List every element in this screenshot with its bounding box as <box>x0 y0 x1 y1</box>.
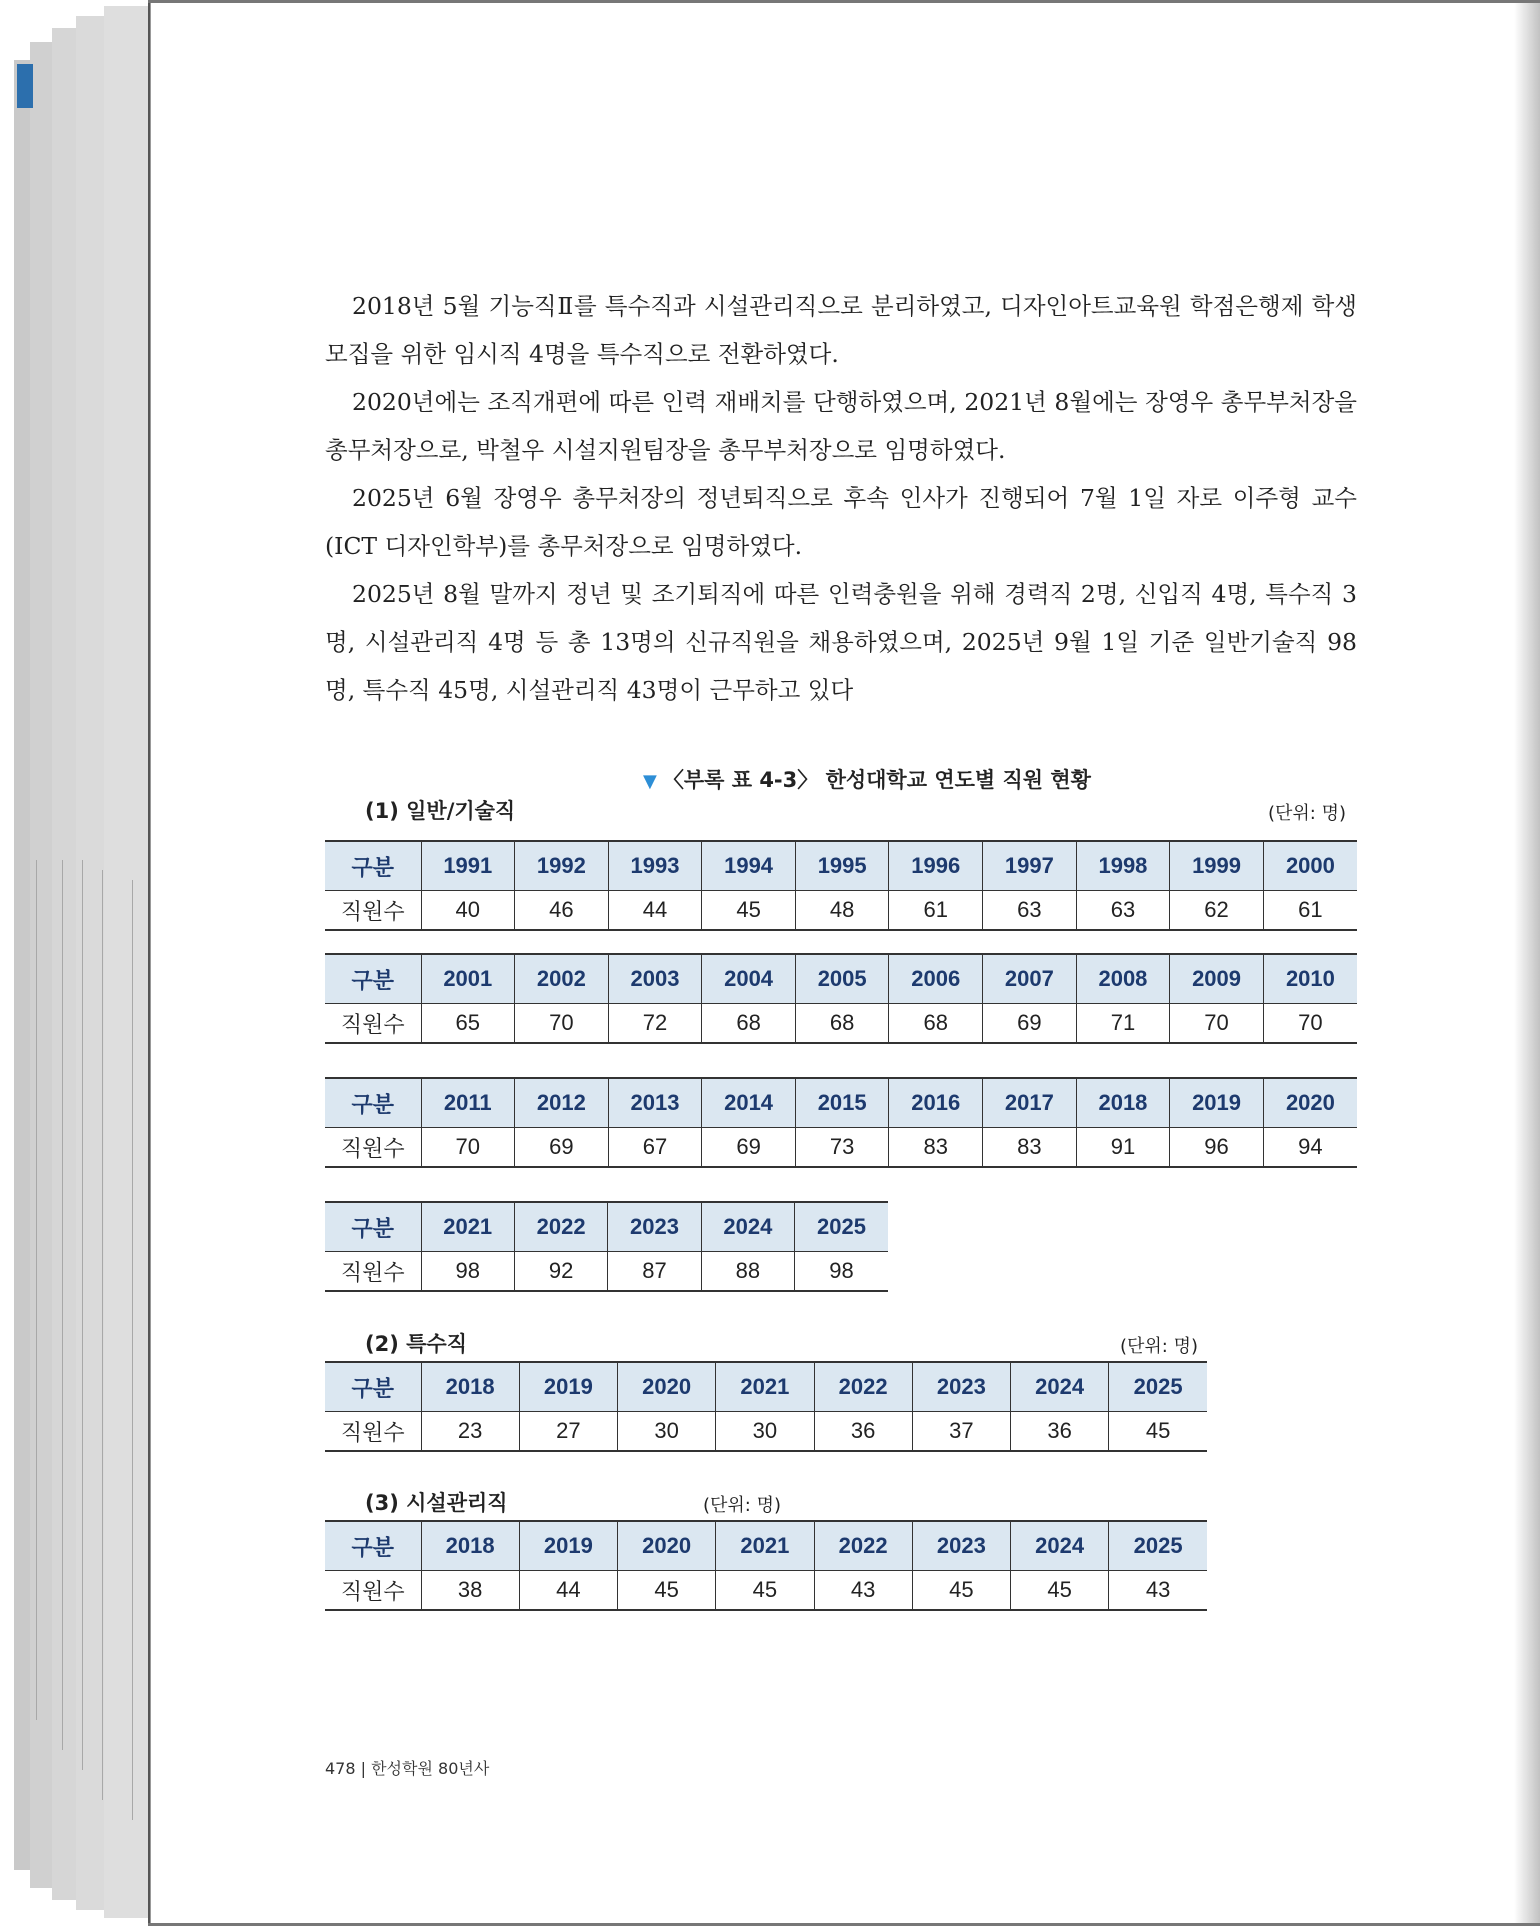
value-cell: 36 <box>814 1412 912 1452</box>
value-cell: 83 <box>983 1128 1077 1168</box>
unit-label-facility: (단위: 명) <box>703 1495 781 1516</box>
chapter-tab <box>17 64 33 108</box>
value-cell: 61 <box>889 891 983 931</box>
year-cell: 2023 <box>912 1521 1010 1571</box>
section-title-special: (2) 특수직 <box>365 1332 467 1356</box>
value-cell: 43 <box>1109 1571 1207 1611</box>
value-cell: 45 <box>702 891 796 931</box>
year-cell: 2024 <box>701 1202 794 1252</box>
year-cell: 2025 <box>1109 1521 1207 1571</box>
header-label: 구분 <box>325 1521 421 1571</box>
value-cell: 44 <box>519 1571 617 1611</box>
row-label: 직원수 <box>325 1571 421 1611</box>
year-cell: 1998 <box>1076 841 1170 891</box>
year-cell: 2003 <box>608 954 702 1004</box>
value-cell: 44 <box>608 891 702 931</box>
value-cell: 70 <box>1170 1004 1264 1044</box>
year-cell: 2018 <box>421 1521 519 1571</box>
section-title-general: (1) 일반/기술직 <box>365 799 516 823</box>
paragraph: 2025년 6월 장영우 총무처장의 정년퇴직으로 후속 인사가 진행되어 7월 1일 자로 이주형 교수(ICT 디자인학부)를 총무처장으로 임명하였다. <box>325 484 1357 560</box>
year-cell: 2006 <box>889 954 983 1004</box>
value-cell: 30 <box>618 1412 716 1452</box>
value-cell: 69 <box>983 1004 1077 1044</box>
page-footer: 478 | 한성학원 80년사 <box>325 1759 490 1778</box>
page-edge-shade <box>1514 0 1540 1926</box>
value-cell: 88 <box>701 1252 794 1292</box>
row-label: 직원수 <box>325 1412 421 1452</box>
year-cell: 2019 <box>519 1521 617 1571</box>
value-cell: 68 <box>795 1004 889 1044</box>
value-cell: 63 <box>983 891 1077 931</box>
header-label: 구분 <box>325 954 421 1004</box>
year-cell: 2002 <box>515 954 609 1004</box>
value-cell: 63 <box>1076 891 1170 931</box>
section-title-facility: (3) 시설관리직 <box>365 1491 508 1515</box>
data-table-general-4 <box>325 1201 888 1292</box>
year-cell: 2019 <box>519 1362 617 1412</box>
year-cell: 2012 <box>515 1078 609 1128</box>
year-cell: 2022 <box>814 1521 912 1571</box>
paragraph: 2025년 8월 말까지 정년 및 조기퇴직에 따른 인력충원을 위해 경력직 2명, 신입직 4명, 특수직 3명, 시설관리직 4명 등 총 13명의 신규직원을 채용하였으며, 2025년 9월 1일 기준 일반기술직 98명, 특수직 45명, 시설관리직 43명이 근무하고 있다 <box>325 580 1357 704</box>
value-cell: 71 <box>1076 1004 1170 1044</box>
triangle-down-icon: ▼ <box>643 771 657 792</box>
year-cell: 2020 <box>618 1362 716 1412</box>
value-cell: 69 <box>515 1128 609 1168</box>
table-value-row <box>325 1252 888 1292</box>
value-cell: 61 <box>1263 891 1357 931</box>
year-cell: 2025 <box>1109 1362 1207 1412</box>
year-cell: 2022 <box>514 1202 607 1252</box>
value-cell: 45 <box>1109 1412 1207 1452</box>
year-cell: 1993 <box>608 841 702 891</box>
table-value-row <box>325 1412 1207 1452</box>
year-cell: 2015 <box>795 1078 889 1128</box>
year-cell: 2000 <box>1263 841 1357 891</box>
row-label: 직원수 <box>325 1128 421 1168</box>
year-cell: 2013 <box>608 1078 702 1128</box>
value-cell: 72 <box>608 1004 702 1044</box>
value-cell: 27 <box>519 1412 617 1452</box>
table-value-row <box>325 1128 1357 1168</box>
header-label: 구분 <box>325 1202 421 1252</box>
stack-line <box>62 860 63 1750</box>
value-cell: 73 <box>795 1128 889 1168</box>
year-cell: 1992 <box>515 841 609 891</box>
table-value-row <box>325 1571 1207 1611</box>
table-header-row <box>325 1521 1207 1571</box>
value-cell: 94 <box>1263 1128 1357 1168</box>
year-cell: 1999 <box>1170 841 1264 891</box>
year-cell: 2022 <box>814 1362 912 1412</box>
value-cell: 70 <box>515 1004 609 1044</box>
value-cell: 70 <box>1263 1004 1357 1044</box>
year-cell: 2016 <box>889 1078 983 1128</box>
year-cell: 2017 <box>983 1078 1077 1128</box>
year-cell: 2021 <box>716 1521 814 1571</box>
year-cell: 2005 <box>795 954 889 1004</box>
value-cell: 69 <box>702 1128 796 1168</box>
value-cell: 40 <box>421 891 515 931</box>
value-cell: 92 <box>514 1252 607 1292</box>
year-cell: 2018 <box>1076 1078 1170 1128</box>
table-value-row <box>325 891 1357 931</box>
page-top-edge <box>148 0 1540 3</box>
value-cell: 45 <box>618 1571 716 1611</box>
value-cell: 70 <box>421 1128 515 1168</box>
year-cell: 2024 <box>1011 1362 1109 1412</box>
year-cell: 2024 <box>1011 1521 1109 1571</box>
year-cell: 2020 <box>1263 1078 1357 1128</box>
value-cell: 83 <box>889 1128 983 1168</box>
table-header-row <box>325 954 1357 1004</box>
table-header-row <box>325 1078 1357 1128</box>
year-cell: 2009 <box>1170 954 1264 1004</box>
body-text <box>325 282 1357 714</box>
year-cell: 1995 <box>795 841 889 891</box>
value-cell: 45 <box>716 1571 814 1611</box>
year-cell: 2023 <box>608 1202 701 1252</box>
year-cell: 2021 <box>716 1362 814 1412</box>
year-cell: 2020 <box>618 1521 716 1571</box>
table-value-row <box>325 1004 1357 1044</box>
value-cell: 67 <box>608 1128 702 1168</box>
paragraph: 2018년 5월 기능직Ⅱ를 특수직과 시설관리직으로 분리하였고, 디자인아트교육원 학점은행제 학생 모집을 위한 임시직 4명을 특수직으로 전환하였다. <box>325 292 1357 368</box>
value-cell: 23 <box>421 1412 519 1452</box>
value-cell: 46 <box>515 891 609 931</box>
year-cell: 1997 <box>983 841 1077 891</box>
value-cell: 68 <box>889 1004 983 1044</box>
year-cell: 1994 <box>702 841 796 891</box>
value-cell: 37 <box>912 1412 1010 1452</box>
header-label: 구분 <box>325 1078 421 1128</box>
value-cell: 62 <box>1170 891 1264 931</box>
table-header-row <box>325 1362 1207 1412</box>
stack-line <box>102 870 103 1800</box>
unit-label-special: (단위: 명) <box>1120 1336 1198 1357</box>
stack-line <box>82 860 83 1770</box>
data-table-special <box>325 1361 1207 1452</box>
header-label: 구분 <box>325 841 421 891</box>
value-cell: 98 <box>795 1252 888 1292</box>
value-cell: 48 <box>795 891 889 931</box>
value-cell: 45 <box>1011 1571 1109 1611</box>
data-table-general-1 <box>325 840 1357 931</box>
row-label: 직원수 <box>325 891 421 931</box>
year-cell: 2019 <box>1170 1078 1264 1128</box>
year-cell: 2025 <box>795 1202 888 1252</box>
header-label: 구분 <box>325 1362 421 1412</box>
year-cell: 2007 <box>983 954 1077 1004</box>
caption-text: 〈부록 표 4-3〉 한성대학교 연도별 직원 현황 <box>662 768 1091 792</box>
year-cell: 2001 <box>421 954 515 1004</box>
value-cell: 38 <box>421 1571 519 1611</box>
value-cell: 45 <box>912 1571 1010 1611</box>
year-cell: 2014 <box>702 1078 796 1128</box>
year-cell: 2004 <box>702 954 796 1004</box>
year-cell: 2018 <box>421 1362 519 1412</box>
value-cell: 65 <box>421 1004 515 1044</box>
value-cell: 87 <box>608 1252 701 1292</box>
value-cell: 91 <box>1076 1128 1170 1168</box>
stack-layer <box>104 6 149 1918</box>
row-label: 직원수 <box>325 1252 421 1292</box>
year-cell: 1991 <box>421 841 515 891</box>
unit-label-general: (단위: 명) <box>1268 803 1346 824</box>
year-cell: 2010 <box>1263 954 1357 1004</box>
row-label: 직원수 <box>325 1004 421 1044</box>
year-cell: 1996 <box>889 841 983 891</box>
year-cell: 2021 <box>421 1202 514 1252</box>
value-cell: 36 <box>1011 1412 1109 1452</box>
year-cell: 2023 <box>912 1362 1010 1412</box>
data-table-general-3 <box>325 1077 1357 1168</box>
year-cell: 2011 <box>421 1078 515 1128</box>
table-caption <box>643 764 1091 794</box>
stack-line <box>36 860 37 1720</box>
year-cell: 2008 <box>1076 954 1170 1004</box>
stack-line <box>132 880 133 1820</box>
value-cell: 98 <box>421 1252 514 1292</box>
data-table-facility <box>325 1520 1207 1611</box>
table-header-row <box>325 841 1357 891</box>
value-cell: 43 <box>814 1571 912 1611</box>
value-cell: 30 <box>716 1412 814 1452</box>
table-header-row <box>325 1202 888 1252</box>
paragraph: 2020년에는 조직개편에 따른 인력 재배치를 단행하였으며, 2021년 8월에는 장영우 총무부처장을 총무처장으로, 박철우 시설지원팀장을 총무부처장으로 임명하였다. <box>325 388 1357 464</box>
value-cell: 96 <box>1170 1128 1264 1168</box>
data-table-general-2 <box>325 953 1357 1044</box>
value-cell: 68 <box>702 1004 796 1044</box>
